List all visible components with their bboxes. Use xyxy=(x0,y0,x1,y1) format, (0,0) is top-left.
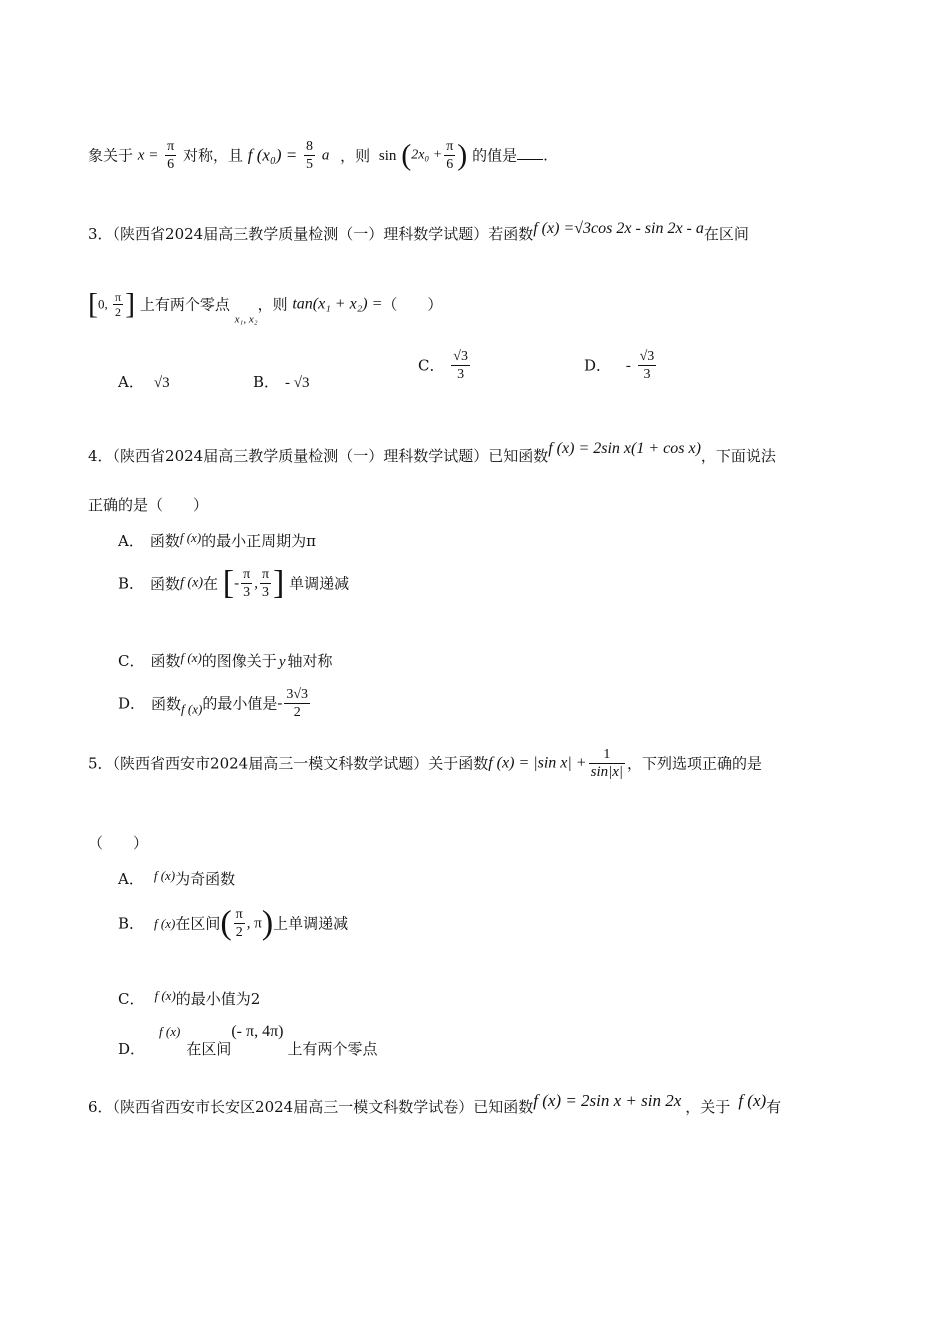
q5-option-a[interactable] xyxy=(118,869,235,890)
q3-source: （陕西省2024届高三教学质量检测（一）理科数学试题）若函数 xyxy=(112,225,534,243)
q4-option-b-bracket-r: ] xyxy=(273,564,285,602)
q2-eq-sin: sin xyxy=(378,147,397,164)
q5-option-b-fx: f (x) xyxy=(154,915,176,931)
q3-line2b: ，则 xyxy=(257,295,288,314)
q4-option-c-label: C． xyxy=(118,652,145,670)
q5-line-1 xyxy=(88,746,762,792)
q4-option-b-fx: f (x) xyxy=(180,575,203,591)
q4-option-b-label: B． xyxy=(118,574,145,593)
q3-option-d-frac: $\frac{√3}{3}$ xyxy=(639,349,655,382)
q5-option-c-label: C． xyxy=(118,990,145,1008)
q3-vars: x₁, x₂ xyxy=(234,313,258,326)
q3-option-c-label: C． xyxy=(418,356,445,375)
q3-expr: tan(x₁ + x₂) = xyxy=(292,295,383,313)
q5-option-b-text1: 在区间 xyxy=(175,914,221,933)
q4-option-b-minus: - xyxy=(234,575,240,592)
q3-formula: f (x) =√3cos 2x - sin 2x - a xyxy=(533,220,704,237)
q5-option-d[interactable] xyxy=(118,1022,378,1062)
q2-text-3: ，则 xyxy=(340,146,371,165)
q2-text-5: . xyxy=(543,146,548,165)
q4-option-b[interactable] xyxy=(118,566,349,610)
q4-option-d[interactable] xyxy=(118,686,312,730)
q4-formula: f (x) = 2sin x(1 + cos x) xyxy=(548,440,701,457)
q3-interval: 0, xyxy=(98,296,111,312)
q4-option-a-text2: 的最小正周期为π xyxy=(201,532,317,550)
q4-source: （陕西省2024届高三教学质量检测（一）理科数学试题）已知函数 xyxy=(112,447,549,465)
q4-option-d-frac: $\frac{3√3}{2}$ xyxy=(286,687,309,720)
q4-option-c-y: y xyxy=(278,654,286,670)
q4-option-b-frac2: $\frac{\pi}{3}$ xyxy=(261,567,270,600)
q5-line2-text: （ ） xyxy=(88,834,149,852)
q4-option-a[interactable] xyxy=(118,531,316,552)
q6-tail: 有 xyxy=(766,1098,782,1116)
q2-eq-x: x = xyxy=(137,147,159,164)
q3-option-c-frac: $\frac{√3}{3}$ xyxy=(453,349,468,382)
q2-answer-blank[interactable] xyxy=(517,145,543,160)
q5-number: 5． xyxy=(88,754,113,773)
q3-number: 3． xyxy=(88,225,113,243)
q5-option-d-label: D． xyxy=(118,1040,146,1058)
q3-line2-text: 上有两个零点 xyxy=(139,295,230,314)
q5-option-d-fx: f (x) xyxy=(159,1024,181,1039)
q5-option-b-text2: 上单调递减 xyxy=(273,914,349,933)
q5-option-b-label: B． xyxy=(118,914,145,933)
q2-tail-line xyxy=(88,138,548,178)
q3-option-a-text: √3 xyxy=(153,375,170,391)
q6-source: （陕西省西安市长安区2024届高三一模文科数学试卷）已知函数 xyxy=(112,1098,534,1116)
q4-option-b-text1: 函数 xyxy=(150,574,181,593)
q4-number: 4． xyxy=(88,447,113,465)
q2-eq-a: a xyxy=(321,147,330,164)
q3-option-b-text: - √3 xyxy=(285,375,310,391)
q2-eq-fx0: f (x₀) = xyxy=(247,145,298,165)
q5-option-d-text1: 在区间 xyxy=(186,1040,232,1058)
q4-option-d-text1: 函数 xyxy=(151,694,182,713)
q3-paren: （ ） xyxy=(382,295,443,314)
q6-number: 6． xyxy=(88,1098,113,1116)
q6-formula: f (x) = 2sin x + sin 2x xyxy=(533,1091,682,1110)
q4-option-a-fx: f (x) xyxy=(179,530,202,545)
q3-option-d[interactable] xyxy=(584,348,658,392)
q3-interval-close: ] xyxy=(125,287,136,321)
q4-option-d-label: D． xyxy=(118,694,146,713)
q5-option-a-label: A． xyxy=(118,870,144,888)
q6-line-1 xyxy=(88,1091,782,1117)
q5-formula-frac: $\frac{1}{\sin|x|}$ xyxy=(590,747,624,780)
q2-eq-2x0: 2x₀ + xyxy=(411,147,443,163)
q5-option-b-frac: $\frac{\pi}{2}$ xyxy=(235,907,243,940)
q4-option-b-bracket-l: [ xyxy=(222,564,235,602)
q5-line-2 xyxy=(88,833,148,853)
q3-tail: 在区间 xyxy=(703,225,749,243)
q5-option-a-fx: f (x) xyxy=(153,868,176,883)
q6-fx: f (x) xyxy=(738,1091,767,1110)
q4-option-d-text2: 的最小值是 xyxy=(202,694,278,713)
q4-option-b-comma: , xyxy=(254,575,258,592)
q5-option-b-rest: , π xyxy=(246,915,262,932)
q4-option-c-fx: f (x) xyxy=(180,650,202,665)
q4-option-c-text3: 轴对称 xyxy=(287,652,333,670)
q3-option-d-label: D． xyxy=(584,356,612,375)
q4-tail: ，下面说法 xyxy=(700,447,776,465)
q3-option-a-label: A． xyxy=(118,373,144,391)
q2-paren-left: ( xyxy=(401,138,412,172)
q5-formula: f (x) = |sin x| + xyxy=(488,754,587,772)
q5-tail: ，下列选项正确的是 xyxy=(627,754,763,773)
q5-option-c[interactable] xyxy=(118,989,260,1010)
q4-line2-text: 正确的是（ ） xyxy=(88,496,209,514)
q3-option-b[interactable] xyxy=(253,372,310,393)
q3-line-1 xyxy=(88,220,749,245)
q3-interval-frac: $\frac{\pi}{2}$ xyxy=(115,290,122,319)
q3-line-2 xyxy=(88,287,443,330)
q3-interval-open: [ xyxy=(88,287,98,321)
q4-line-2 xyxy=(88,495,208,515)
q4-option-d-fx: f (x) xyxy=(181,701,203,717)
q4-option-a-text1: 函数 xyxy=(149,532,180,550)
q4-option-a-label: A． xyxy=(118,532,144,550)
q4-option-d-minus: - xyxy=(277,695,283,712)
q2-paren-right: ) xyxy=(457,138,468,172)
q5-option-d-text2: 上有两个零点 xyxy=(287,1040,378,1058)
q4-option-b-text3: 单调递减 xyxy=(289,574,350,593)
q2-frac-8-5: $\frac{8}{5}$ xyxy=(306,139,314,172)
q5-option-b-paren-r: ) xyxy=(261,904,274,942)
q5-option-b[interactable] xyxy=(118,906,348,950)
q4-option-c-text2: 的图像关于 xyxy=(201,652,277,670)
q5-option-b-paren-l: ( xyxy=(220,904,232,942)
q4-line-1 xyxy=(88,440,776,467)
q6-mid: ，关于 xyxy=(685,1098,731,1116)
q3-option-c[interactable] xyxy=(418,348,472,392)
q3-option-a[interactable] xyxy=(118,372,170,393)
q5-option-c-text: 的最小值为2 xyxy=(175,990,261,1008)
q4-option-b-frac1: $\frac{\pi}{3}$ xyxy=(243,567,251,600)
q2-text-4: 的值是 xyxy=(472,146,518,165)
q5-option-c-fx: f (x) xyxy=(154,988,176,1003)
q2-frac-pi6: $\frac{\pi}{6}$ xyxy=(167,139,175,172)
q4-option-c-text1: 函数 xyxy=(150,652,181,670)
q3-option-d-minus: - xyxy=(625,357,631,374)
q5-option-a-text: 为奇函数 xyxy=(175,870,236,888)
q4-option-b-text2: 在 xyxy=(202,574,218,593)
q3-option-b-label: B． xyxy=(253,373,280,391)
q5-option-d-interval: (- π, 4π) xyxy=(231,1023,284,1040)
q2-frac-pi6b: $\frac{\pi}{6}$ xyxy=(446,139,454,172)
q2-text-2: 对称，且 xyxy=(182,146,243,165)
q4-option-c[interactable] xyxy=(118,651,333,672)
q2-text-1: 象关于 xyxy=(88,146,134,165)
q5-source: （陕西省西安市2024届高三一模文科数学试题）关于函数 xyxy=(112,754,489,773)
